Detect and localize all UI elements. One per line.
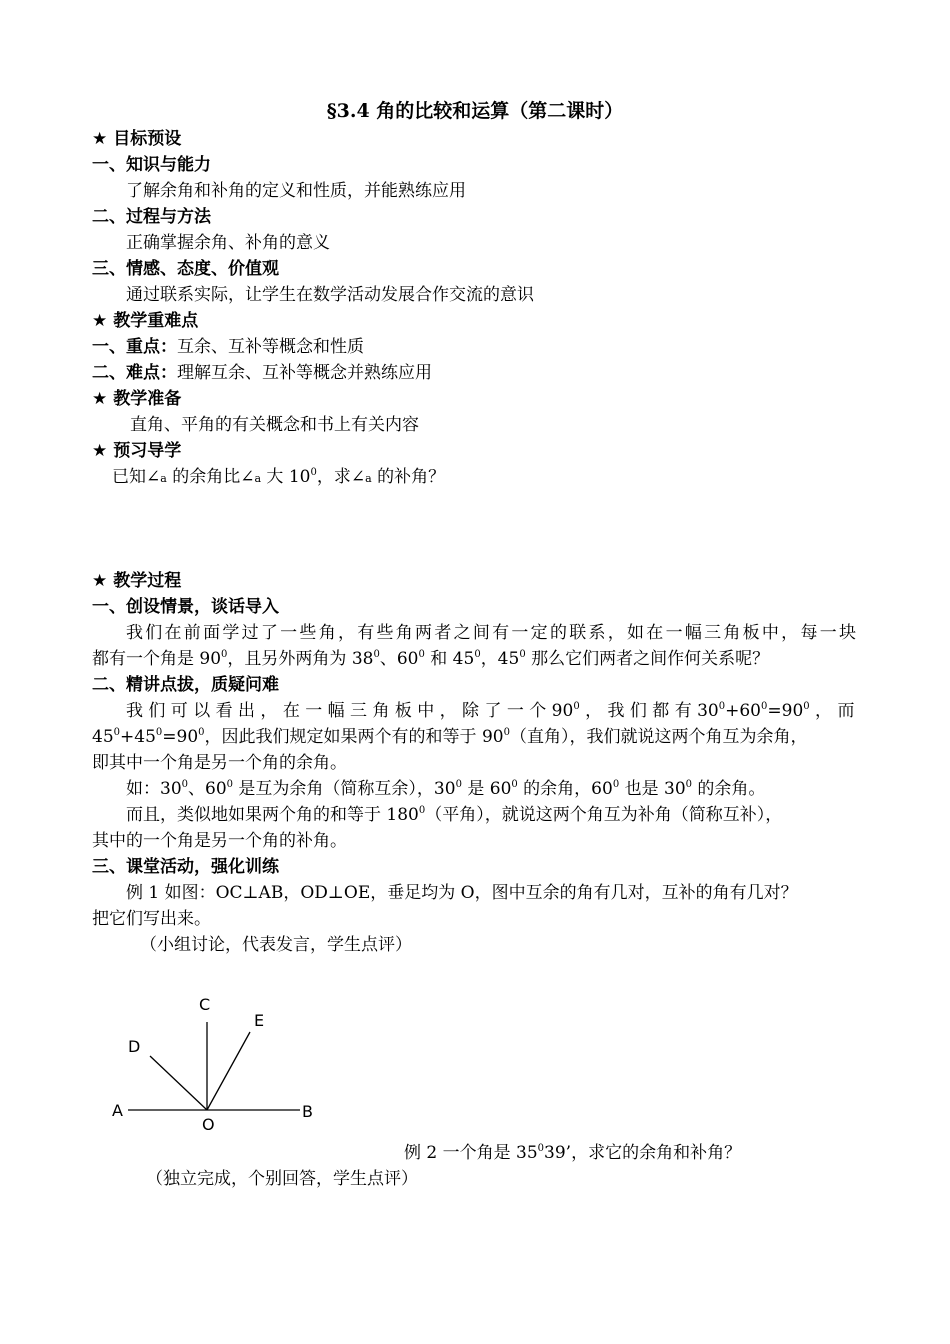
example-1-line-1: 例 1 如图：OC⊥AB，OD⊥OE，垂足均为 O，图中互余的角有几对，互补的角有几对？ bbox=[126, 883, 798, 903]
label-A: A bbox=[112, 1101, 123, 1120]
example-1-note: （小组讨论，代表发言，学生点评） bbox=[140, 935, 412, 955]
difficulty-line: 二、难点：理解互余、互补等概念并熟练应用 bbox=[92, 363, 432, 383]
section-1-label: 一、创设情景，谈话导入 bbox=[92, 597, 279, 617]
goal-text-2: 正确掌握余角、补角的意义 bbox=[126, 233, 330, 253]
section-2-line-4: 如：$30^0$、$60^0$ 是互为余角（简称互余），$30^0$ 是 $60^0$ 的余角，$60^0$ 也是 $30^0$ 的余角。 bbox=[126, 779, 766, 799]
example-2-question: 例 2 一个角是 $35^039$’，求它的余角和补角？ bbox=[404, 1143, 742, 1163]
process-heading: ★ 教学过程 bbox=[92, 571, 182, 591]
section-2-line-1: 我 们 可 以 看 出 ， 在 一 幅 三 角 板 中 ， 除 了 一 个 $90^0$ ， 我 们 都 有 $30^0+60^0=90^0$ ， 而 bbox=[126, 701, 855, 721]
star-icon: ★ bbox=[92, 441, 108, 461]
focus-line: 一、重点：互余、互补等概念和性质 bbox=[92, 337, 364, 357]
section-2-line-2: $45^0+45^0=90^0$，因此我们规定如果两个有的和等于 $90^0$（直角），我们就说这两个角互为余角， bbox=[92, 727, 808, 747]
star-icon: ★ bbox=[92, 311, 108, 331]
section-2-line-6: 其中的一个角是另一个角的补角。 bbox=[92, 831, 347, 851]
section-1-line-1: 我们在前面学过了一些角，有些角两者之间有一定的联系，如在一幅三角板中，每一块 bbox=[126, 623, 856, 643]
preparation-text: 直角、平角的有关概念和书上有关内容 bbox=[130, 415, 419, 435]
section-2-line-3: 即其中一个角是另一个角的余角。 bbox=[92, 753, 347, 773]
keypoints-heading: ★ 教学重难点 bbox=[92, 311, 199, 331]
goal-text-3: 通过联系实际，让学生在数学活动发展合作交流的意识 bbox=[126, 285, 534, 305]
goal-text-1: 了解余角和补角的定义和性质，并能熟练应用 bbox=[126, 181, 466, 201]
label-O: O bbox=[202, 1115, 215, 1134]
star-icon: ★ bbox=[92, 389, 108, 409]
star-icon: ★ bbox=[92, 129, 108, 149]
section-2-line-5: 而且，类似地如果两个角的和等于 $180^0$（平角），就说这两个角互为补角（简称互补）， bbox=[126, 805, 783, 825]
section-3-label: 三、课堂活动，强化训练 bbox=[92, 857, 279, 877]
label-D: D bbox=[128, 1037, 141, 1056]
star-icon: ★ bbox=[92, 571, 108, 591]
ray-OD bbox=[150, 1056, 207, 1110]
label-C: C bbox=[199, 995, 211, 1014]
section-1-line-2: 都有一个角是 $90^0$，且另外两角为 $38^0$、$60^0$ 和 $45^0$，$45^0$ 那么它们两者之间作何关系呢？ bbox=[92, 649, 770, 669]
section-2-label: 二、精讲点拔，质疑问难 bbox=[92, 675, 279, 695]
angle-figure bbox=[100, 990, 330, 1135]
goal-label-1: 一、知识与能力 bbox=[92, 155, 211, 175]
example-2-note: （独立完成，个别回答，学生点评） bbox=[146, 1169, 418, 1189]
label-E: E bbox=[254, 1011, 265, 1030]
page-title: §3.4 角的比较和运算（第二课时） bbox=[326, 100, 624, 122]
goals-heading: ★ 目标预设 bbox=[92, 129, 182, 149]
preparation-heading: ★ 教学准备 bbox=[92, 389, 182, 409]
goal-label-3: 三、情感、态度、价值观 bbox=[92, 259, 279, 279]
preview-question: 已知∠a 的余角比∠a 大 $10^0$，求∠a 的补角？ bbox=[112, 467, 446, 487]
goal-label-2: 二、过程与方法 bbox=[92, 207, 211, 227]
preview-heading: ★ 预习导学 bbox=[92, 441, 182, 461]
example-1-line-2: 把它们写出来。 bbox=[92, 909, 211, 929]
ray-OE bbox=[207, 1032, 250, 1110]
label-B: B bbox=[302, 1102, 313, 1121]
